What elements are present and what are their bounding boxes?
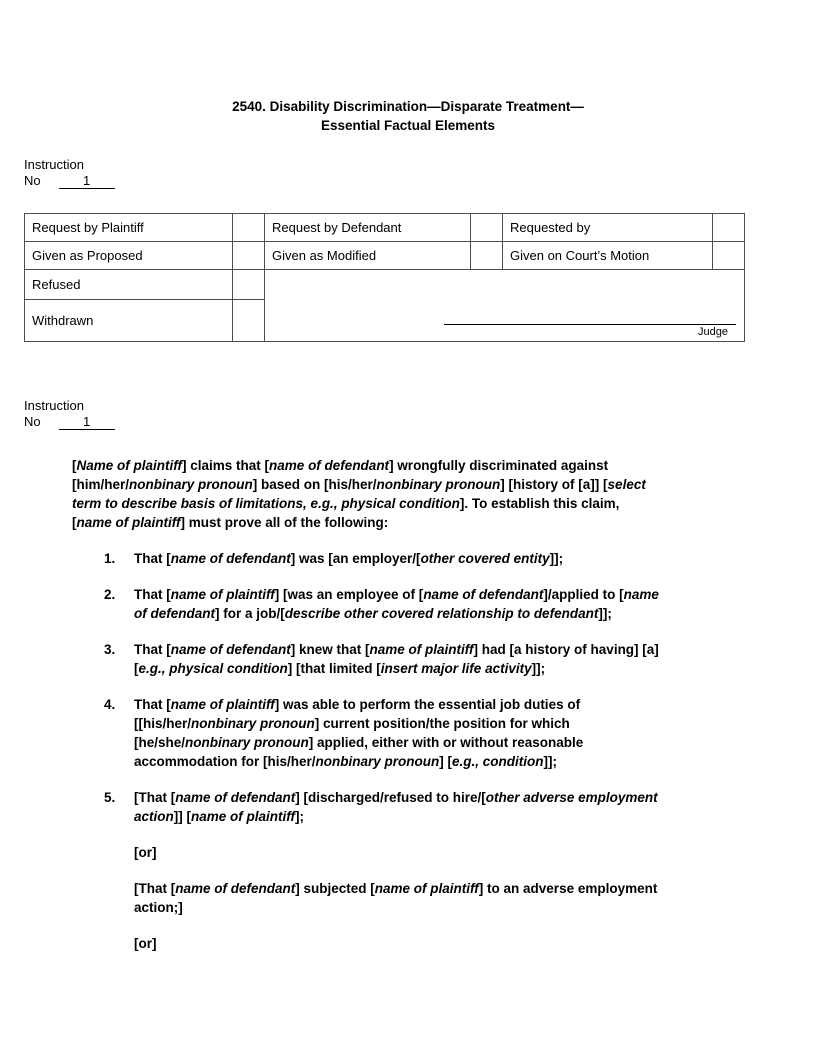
instruction-number-field	[59, 173, 115, 189]
numbered-item	[104, 585, 670, 623]
cell-request-by-plaintiff: Request by Plaintiff	[25, 214, 233, 242]
no-label: No	[24, 173, 41, 188]
item-paragraph: That [name of plaintiff] was able to perform the essential job duties of [[his/her/nonbinary pronoun] current position/the position for which [he/she/nonbinary pronoun] applied, either with or without reasonable accommodation for [his/her/nonbinary pronoun] [e.g., condition]];	[134, 697, 584, 769]
numbered-item	[104, 695, 670, 771]
item-body	[134, 788, 670, 953]
judge-signature-line	[444, 315, 736, 325]
cell-request-by-defendant: Request by Defendant	[265, 214, 471, 242]
instruction-number-block-top	[24, 158, 792, 189]
instruction-number-value: 1	[83, 173, 91, 188]
instruction-number-row	[24, 414, 792, 430]
item-paragraph: That [name of defendant] knew that [name of plaintiff] had [a history of having] [a] [e.g., physical condition] [that limited [insert major life activity]];	[134, 642, 659, 676]
judge-signature-area	[444, 315, 736, 340]
item-body	[134, 640, 670, 678]
item-number: 2.	[104, 587, 116, 602]
instruction-number-block-bottom	[24, 399, 792, 430]
item-number: 4.	[104, 697, 116, 712]
item-number: 1.	[104, 551, 116, 566]
mark-cell-withdrawn	[233, 300, 265, 342]
mark-cell-given-as-modified	[471, 242, 503, 270]
instruction-label: Instruction	[24, 398, 84, 413]
item-paragraph: [That [name of defendant] subjected [name of plaintiff] to an adverse employment action;]	[134, 881, 658, 915]
intro-paragraph: [Name of plaintiff] claims that [name of defendant] wrongfully discriminated against [him/her/nonbinary pronoun] based on [his/her/nonbinary pronoun] [history of [a]] [select term to describe basis of limitations, e.g., physical condition]. To establish this claim, [name of plaintiff] must prove all of the following:	[72, 458, 646, 530]
item-body	[134, 695, 670, 771]
judge-label: Judge	[698, 326, 728, 338]
item-paragraph: [That [name of defendant] [discharged/refused to hire/[other adverse employment action]] [name of plaintiff];	[134, 790, 658, 824]
mark-cell-given-as-proposed	[233, 242, 265, 270]
cell-given-on-courts-motion: Given on Court’s Motion	[503, 242, 713, 270]
instruction-number-value: 1	[83, 414, 91, 429]
item-paragraph: That [name of defendant] was [an employer/[other covered entity]];	[134, 551, 564, 566]
instruction-body	[24, 456, 792, 953]
table-row-1	[25, 214, 745, 242]
numbered-items	[104, 549, 670, 953]
title-line-2: Essential Factual Elements	[320, 118, 496, 133]
instruction-number-field	[59, 414, 115, 430]
item-paragraph: That [name of plaintiff] [was an employee of [name of defendant]/applied to [name of defendant] for a job/[describe other covered relationship to defendant]];	[134, 587, 659, 621]
mark-cell-request-by-plaintiff	[233, 214, 265, 242]
item-number: 3.	[104, 642, 116, 657]
cell-given-as-modified: Given as Modified	[265, 242, 471, 270]
mark-cell-refused	[233, 270, 265, 300]
item-paragraph: [or]	[134, 936, 157, 951]
item-paragraph: [or]	[134, 845, 157, 860]
numbered-item	[104, 788, 670, 953]
item-body	[134, 585, 670, 623]
table-row-3	[25, 270, 745, 300]
item-body	[134, 549, 670, 568]
instruction-status-table	[24, 213, 745, 342]
table-row-2	[25, 242, 745, 270]
cell-withdrawn: Withdrawn	[25, 300, 233, 342]
cell-refused: Refused	[25, 270, 233, 300]
instruction-number-row	[24, 173, 792, 189]
no-label: No	[24, 414, 41, 429]
judge-signature-cell	[265, 270, 745, 342]
numbered-item	[104, 640, 670, 678]
instruction-label: Instruction	[24, 157, 84, 172]
mark-cell-request-by-defendant	[471, 214, 503, 242]
title-line-1: 2540. Disability Discrimination—Disparate Treatment—	[232, 99, 584, 114]
mark-cell-requested-by	[713, 214, 745, 242]
mark-cell-given-on-courts-motion	[713, 242, 745, 270]
numbered-item	[104, 549, 670, 568]
cell-given-as-proposed: Given as Proposed	[25, 242, 233, 270]
document-title	[24, 97, 792, 135]
item-number: 5.	[104, 790, 116, 805]
cell-requested-by: Requested by	[503, 214, 713, 242]
